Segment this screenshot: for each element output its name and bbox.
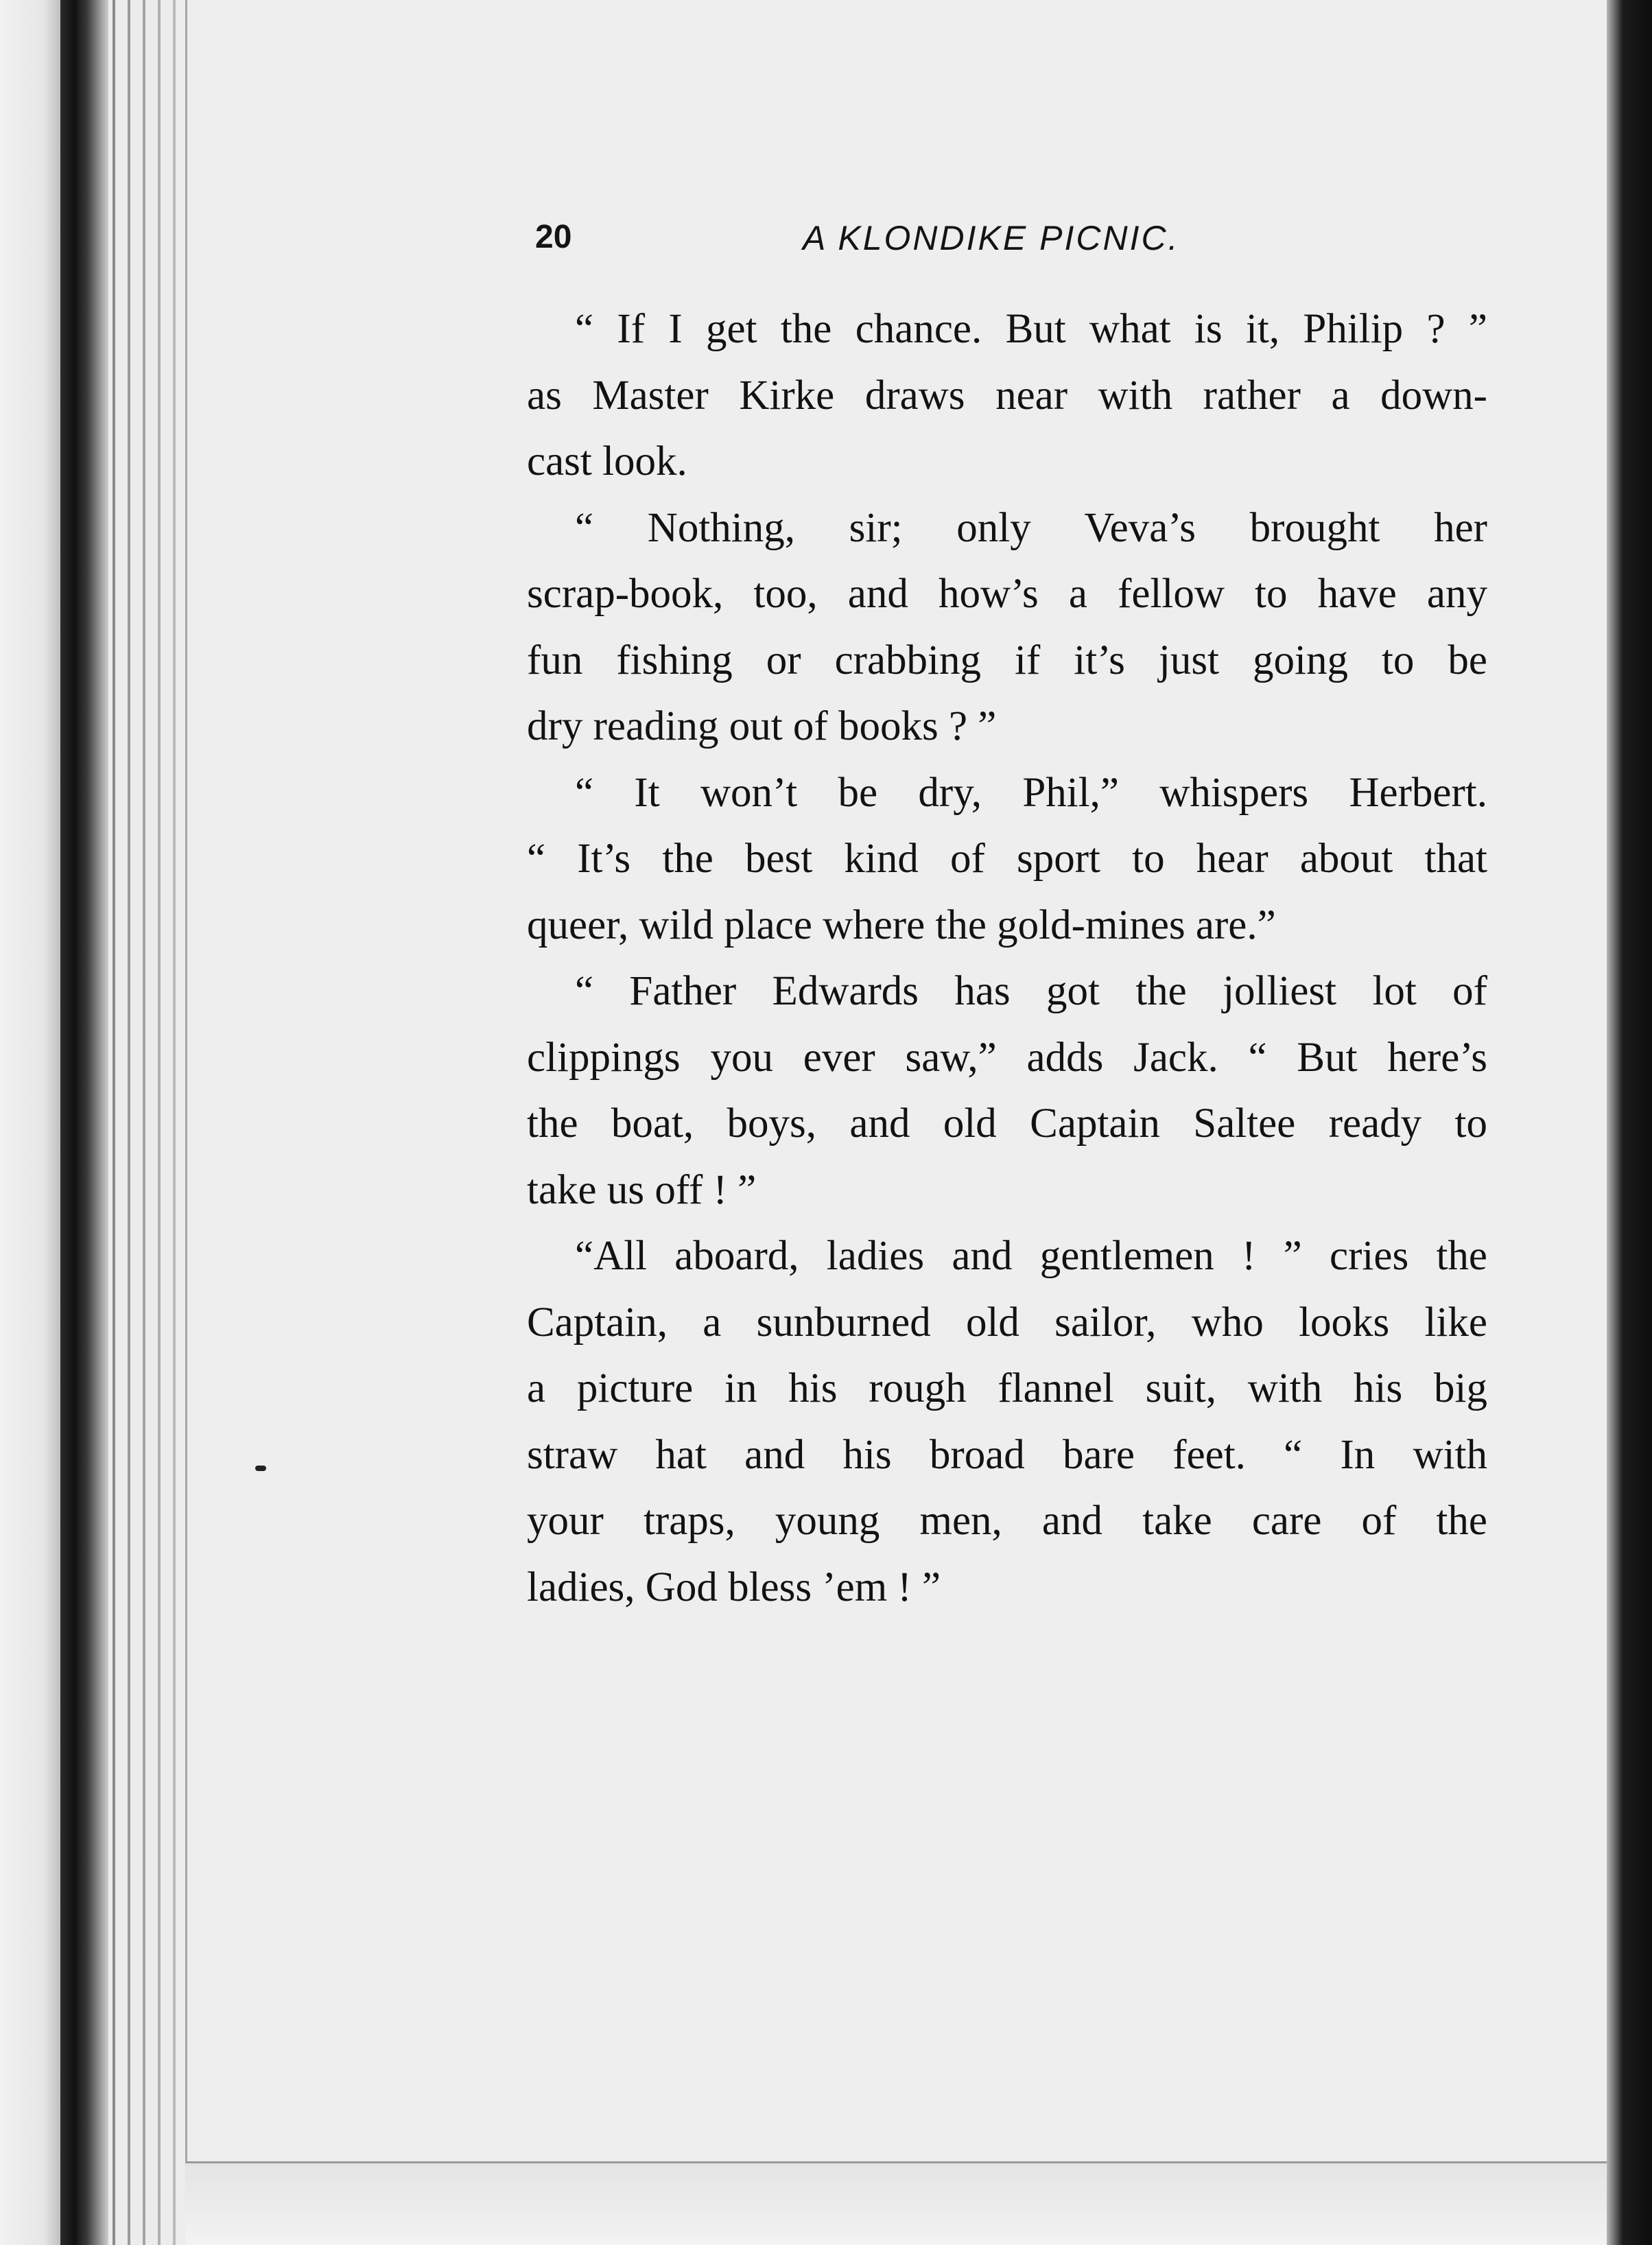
text-line: straw hat and his broad bare feet. “ In with	[527, 1431, 1487, 1478]
text-line: “All aboard, ladies and gentlemen ! ” cries the	[575, 1233, 1487, 1279]
text-line: scrap-book, too, and how’s a fellow to have any	[527, 571, 1487, 617]
text-line: “ It’s the best kind of sport to hear about that	[527, 836, 1487, 882]
text-line: Captain, a sunburned old sailor, who looks like	[527, 1299, 1487, 1345]
text-line: “ Father Edwards has got the jolliest lot of	[575, 968, 1487, 1014]
text-line: dry reading out of books ? ”	[527, 703, 997, 749]
page-number: 20	[535, 219, 572, 255]
text-line: take us off ! ”	[527, 1166, 757, 1213]
book-spine	[60, 0, 108, 2245]
text-line: queer, wild place where the gold-mines are.”	[527, 902, 1276, 948]
stray-ink-mark	[255, 1466, 266, 1471]
text-line: clippings you ever saw,” adds Jack. “ But here’s	[527, 1034, 1487, 1081]
text-line: “ Nothing, sir; only Veva’s brought her	[575, 504, 1487, 551]
text-line: fun fishing or crabbing if it’s just going to be	[527, 637, 1487, 683]
page-bottom-margin	[185, 2163, 1607, 2245]
right-page-edge	[1607, 0, 1652, 2245]
text-line: as Master Kirke draws near with rather a down-	[527, 372, 1487, 419]
text-line: the boat, boys, and old Captain Saltee ready to	[527, 1101, 1487, 1147]
running-title: A KLONDIKE PICNIC.	[803, 219, 1180, 257]
binding-shadow	[0, 0, 62, 2245]
running-header	[535, 218, 1448, 273]
text-line: your traps, young men, and take care of the	[527, 1498, 1487, 1544]
page-edges	[107, 0, 189, 2245]
text-line: “ It won’t be dry, Phil,” whispers Herbert.	[575, 769, 1487, 816]
text-line: ladies, God bless ’em ! ”	[527, 1564, 941, 1610]
body-text	[527, 296, 1487, 1621]
text-line: “ If I get the chance. But what is it, Philip ? ”	[575, 306, 1487, 352]
text-line: a picture in his rough flannel suit, with his big	[527, 1365, 1487, 1411]
text-line: cast look.	[527, 438, 687, 484]
